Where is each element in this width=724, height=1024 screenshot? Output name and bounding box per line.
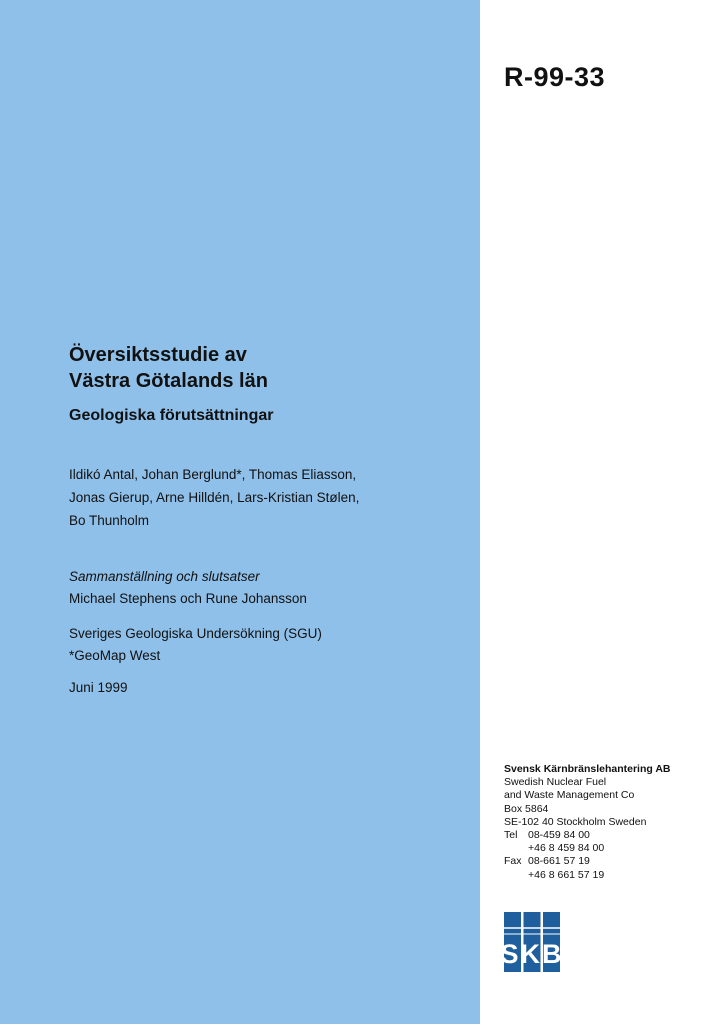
compilation-label: Sammanställning och slutsatser: [69, 569, 260, 584]
skb-logo-text: SKB: [500, 939, 564, 969]
organization-name: Sveriges Geologiska Undersökning (SGU): [69, 626, 322, 641]
author-line-2: Jonas Gierup, Arne Hilldén, Lars-Kristian Stølen,: [69, 490, 360, 505]
phone-row-2: [504, 842, 714, 855]
compilation-names: Michael Stephens och Rune Johansson: [69, 591, 307, 606]
fax-international: +46 8 661 57 19: [528, 868, 605, 881]
report-title-line-2: Västra Götalands län: [69, 370, 268, 392]
postal-box: Box 5864: [504, 802, 549, 815]
report-subtitle: Geologiska förutsättningar: [69, 407, 274, 424]
skb-logo: [500, 912, 564, 972]
report-number: R-99-33: [504, 62, 606, 92]
tel-international: +46 8 459 84 00: [528, 842, 605, 855]
company-name-en-1: Swedish Nuclear Fuel: [504, 776, 607, 789]
postal-address: SE-102 40 Stockholm Sweden: [504, 815, 647, 828]
fax-label: Fax: [504, 855, 522, 868]
author-line-1: Ildikó Antal, Johan Berglund*, Thomas Eliasson,: [69, 467, 357, 482]
report-title-line-1: Översiktsstudie av: [69, 344, 247, 366]
organization-note: *GeoMap West: [69, 648, 161, 663]
tel-domestic: 08-459 84 00: [528, 829, 590, 842]
compilation-block: [69, 566, 307, 610]
tel-label: Tel: [504, 829, 518, 842]
fax-domestic: 08-661 57 19: [528, 855, 590, 868]
fax-row-2: [504, 869, 714, 882]
author-line-3: Bo Thunholm: [69, 513, 150, 528]
report-title: [69, 342, 469, 394]
phone-row-1: [504, 829, 714, 842]
author-list: [69, 463, 469, 532]
publication-date: Juni 1999: [69, 680, 128, 695]
company-name-en-2: and Waste Management Co: [504, 789, 635, 802]
fax-row-1: [504, 855, 714, 868]
organization-block: [69, 623, 322, 667]
contact-block: [504, 763, 714, 882]
company-name: Svensk Kärnbränslehantering AB: [504, 763, 671, 775]
